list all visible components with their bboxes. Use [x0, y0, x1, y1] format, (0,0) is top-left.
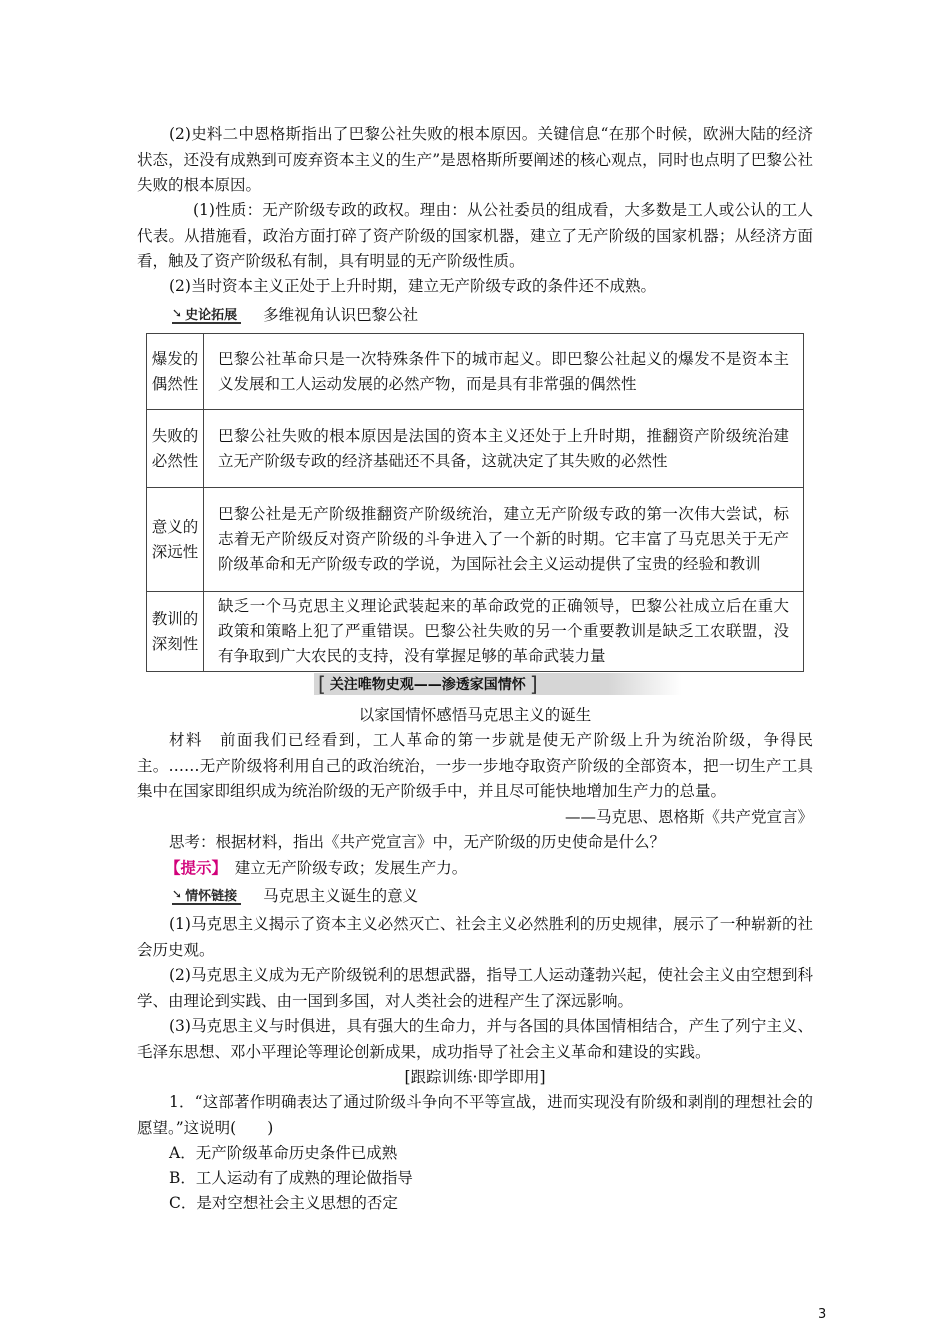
paragraph-conditions: (2)当时资本主义正处于上升时期，建立无产阶级专政的条件还不成熟。: [169, 277, 656, 295]
section-badge: ➘ 史论拓展: [172, 305, 241, 324]
option-b: B．工人运动有了成熟的理论做指导: [169, 1169, 413, 1187]
paragraph-engels-analysis: (2)史料二中恩格斯指出了巴黎公社失败的根本原因。关键信息“在那个时候，欧洲大陆的经济状态，还没有成熟到可废弃资本主义的生产”是恩格斯所要阐述的核心观点，同时也点明了巴黎公社失败的根本原因。: [137, 125, 813, 194]
option-a: A．无产阶级革命历史条件已成熟: [169, 1144, 398, 1162]
table-row: [147, 334, 804, 410]
table-row: [147, 410, 804, 488]
tip-line: [137, 855, 813, 882]
meaning-item: (1)马克思主义揭示了资本主义必然灭亡、社会主义必然胜利的历史规律，展示了一种崭新的社会历史观。: [137, 915, 813, 959]
tip-label: 【提示】: [165, 858, 220, 877]
section-heading-sentiment-link: [172, 886, 418, 904]
row-text: 缺乏一个马克思主义理论武装起来的革命政党的正确领导，巴黎公社成立后在重大政策和策略上犯了严重错误。巴黎公社失败的另一个重要教训是缺乏工农联盟，没有争取到广大农民的支持，没有掌握足够的革命武装力量: [204, 592, 804, 672]
row-key: 教训的深刻性: [147, 592, 204, 672]
table-row: [147, 592, 804, 672]
section-title: 马克思主义诞生的意义: [263, 887, 419, 905]
section-badge: ➘ 情怀链接: [172, 886, 241, 905]
row-key: 失败的必然性: [147, 410, 204, 488]
meaning-item: (3)马克思主义与时俱进，具有强大的生命力，并与各国的具体国情相结合，产生了列宁主义、毛泽东思想、邓小平理论等理论创新成果，成功指导了社会主义革命和建设的实践。: [137, 1017, 813, 1061]
arrow-icon: ➘: [172, 887, 183, 901]
row-key: 意义的深远性: [147, 488, 204, 592]
row-text: 巴黎公社失败的根本原因是法国的资本主义还处于上升时期，推翻资产阶级统治建立无产阶级专政的经济基础还不具备，这就决定了其失败的必然性: [204, 410, 804, 488]
practice-title: [跟踪训练·即学即用]: [404, 1068, 546, 1086]
quote-source: ——马克思、恩格斯《共产党宣言》: [564, 808, 813, 826]
commune-perspectives-table: [146, 333, 804, 672]
material-quote: 材料 前面我们已经看到，工人革命的第一步就是使无产阶级上升为统治阶级，争得民主。……无产阶级将利用自己的政治统治，一步一步地夺取资产阶级的全部资本，把一切生产工具集中在国家即组织成为统治阶级的无产阶级手中，并且尽可能快地增加生产力的总量。: [137, 731, 813, 800]
row-key: 爆发的偶然性: [147, 334, 204, 410]
option-c: C．是对空想社会主义思想的否定: [169, 1194, 398, 1212]
arrow-icon: ➘: [172, 306, 183, 320]
question: 思考：根据材料，指出《共产党宣言》中，无产阶级的历史使命是什么？: [169, 833, 666, 851]
meaning-item: (2)马克思主义成为无产阶级锐利的思想武器，指导工人运动蓬勃兴起，使社会主义由空想到科学、由理论到实践、由一国到多国，对人类社会的进程产生了深远影响。: [137, 966, 813, 1010]
section-banner: [ 关注唯物史观——渗透家国情怀 ]: [314, 673, 682, 695]
tip-text: 建立无产阶级专政；发展生产力。: [234, 859, 468, 877]
question-1: 1．“这部著作明确表达了通过阶级斗争向不平等宣战，进而实现没有阶级和剥削的理想社会的愿望。”这说明( ): [137, 1093, 813, 1137]
section-heading-history-extension: [172, 305, 418, 323]
subtitle: 以家国情怀感悟马克思主义的诞生: [358, 706, 592, 724]
paragraph-commune-nature: (1)性质：无产阶级专政的政权。理由：从公社委员的组成看，大多数是工人或公认的工人代表。从措施看，政治方面打碎了资产阶级的国家机器，建立了无产阶级的国家机器；从经济方面看，触及了资产阶级私有制，具有明显的无产阶级性质。: [137, 201, 813, 270]
row-text: 巴黎公社是无产阶级推翻资产阶级统治，建立无产阶级专政的第一次伟大尝试，标志着无产阶级反对资产阶级的斗争进入了一个新的时期。它丰富了马克思关于无产阶级革命和无产阶级专政的学说，为国际社会主义运动提供了宝贵的经验和教训: [204, 488, 804, 592]
table-row: [147, 488, 804, 592]
page-number: 3: [818, 1307, 827, 1322]
row-text: 巴黎公社革命只是一次特殊条件下的城市起义。即巴黎公社起义的爆发不是资本主义发展和工人运动发展的必然产物，而是具有非常强的偶然性: [204, 334, 804, 410]
section-title: 多维视角认识巴黎公社: [263, 306, 419, 324]
